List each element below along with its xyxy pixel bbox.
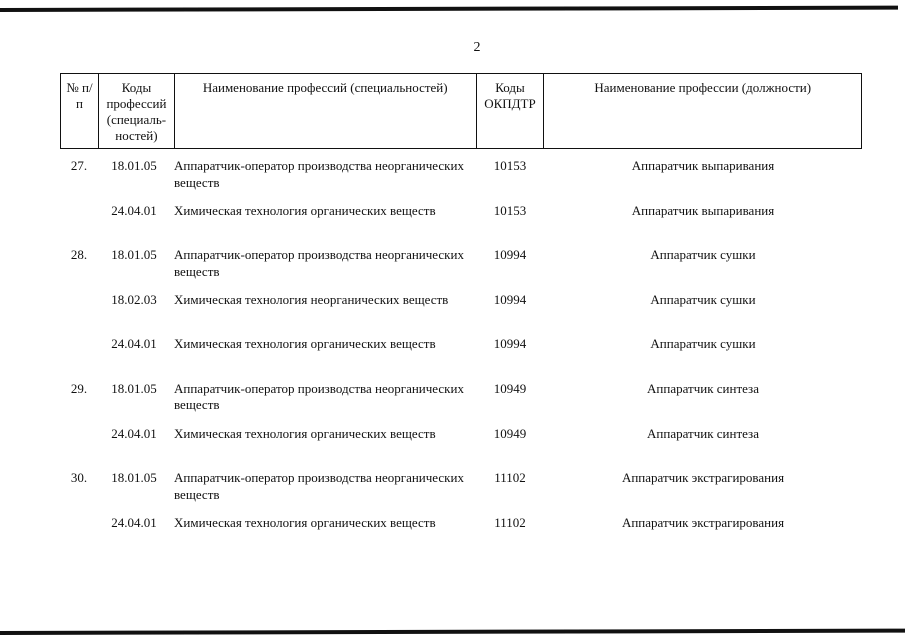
- profession-code: 24.04.01: [111, 202, 157, 218]
- profession-code: 18.01.05: [111, 158, 157, 173]
- profession-name: Аппаратчик-оператор производства неорганических веществ: [174, 158, 464, 190]
- okpdtr-code: 10153: [493, 158, 527, 173]
- profession-code: 24.04.01: [111, 425, 157, 441]
- header-profession-name: Наименование профессий (специальностей): [174, 74, 476, 149]
- profession-name: Аппаратчик-оператор производства неорганических веществ: [174, 470, 464, 502]
- table-row: [60, 381, 862, 426]
- position-name: Аппаратчик сушки: [650, 291, 756, 307]
- profession-name: Аппаратчик-оператор производства неорганических веществ: [174, 380, 464, 413]
- profession-name: Химическая технология неорганических веществ: [174, 291, 449, 307]
- table-row: [60, 336, 862, 381]
- profession-code: 18.02.03: [111, 291, 157, 307]
- row-number: 30.: [70, 470, 88, 486]
- position-name: Аппаратчик синтеза: [647, 380, 759, 396]
- position-name: Аппаратчик экстрагирования: [621, 514, 785, 530]
- profession-code: 18.01.05: [111, 247, 157, 263]
- profession-code: 24.04.01: [111, 514, 157, 530]
- row-number: 29.: [70, 380, 88, 396]
- okpdtr-code: 11102: [494, 470, 526, 486]
- position-name: Аппаратчик синтеза: [647, 425, 759, 441]
- okpdtr-code: 10949: [493, 380, 527, 396]
- position-name: Аппаратчик сушки: [650, 247, 756, 263]
- profession-name: Аппаратчик-оператор производства неорганических веществ: [174, 247, 464, 279]
- okpdtr-code: 10994: [493, 291, 527, 307]
- page-number: 2: [473, 40, 481, 55]
- profession-name: Химическая технология органических веществ: [174, 425, 436, 441]
- profession-code: 18.01.05: [111, 470, 157, 486]
- position-name: Аппаратчик выпаривания: [631, 202, 775, 218]
- header-codes: Коды профессий (специаль-ностей): [98, 74, 174, 149]
- okpdtr-code: 10949: [493, 425, 527, 441]
- table-body: [60, 158, 862, 559]
- row-number: 28.: [70, 247, 88, 263]
- table-row: [60, 247, 862, 292]
- okpdtr-code: 10153: [493, 202, 527, 218]
- position-name: Аппаратчик выпаривания: [631, 158, 775, 173]
- profession-name: Химическая технология органических веществ: [174, 336, 436, 352]
- header-num: № п/п: [61, 74, 99, 149]
- header-position-name: Наименование профессии (должности): [544, 74, 862, 149]
- table-row: [60, 426, 862, 471]
- bottom-rule: [0, 629, 905, 635]
- table-row: [60, 515, 862, 560]
- row-number: 27.: [70, 158, 88, 173]
- okpdtr-code: 11102: [494, 514, 526, 530]
- header-okpdtr: Коды ОКПДТР: [476, 74, 544, 149]
- table-row: [60, 203, 862, 248]
- okpdtr-code: 10994: [493, 336, 527, 352]
- profession-code: 24.04.01: [111, 336, 157, 352]
- table-row: [60, 292, 862, 337]
- okpdtr-code: 10994: [493, 247, 527, 263]
- table-header: [60, 73, 862, 149]
- position-name: Аппаратчик экстрагирования: [621, 470, 785, 486]
- profession-name: Химическая технология органических веществ: [174, 202, 436, 218]
- top-rule: [0, 6, 898, 12]
- position-name: Аппаратчик сушки: [650, 336, 756, 352]
- table-row: [60, 158, 862, 203]
- profession-name: Химическая технология органических веществ: [174, 514, 436, 530]
- table-row: [60, 470, 862, 515]
- profession-code: 18.01.05: [111, 380, 157, 396]
